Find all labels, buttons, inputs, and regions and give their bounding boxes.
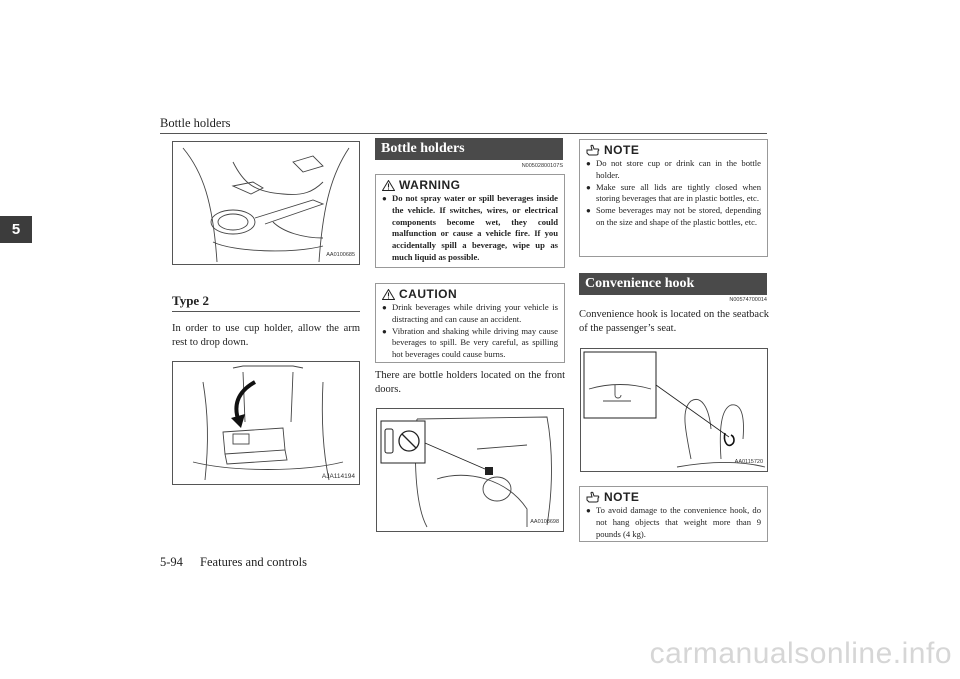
note-item: ● To avoid damage to the convenience hook, do not hang objects that weight more than 9 pounds (4 kg). — [586, 505, 761, 540]
note-item: ● Make sure all lids are tightly closed when storing beverages that are in plastic bottles, etc. — [586, 182, 761, 206]
caution-icon — [382, 289, 395, 300]
note-list — [580, 158, 767, 232]
caution-title: CAUTION — [399, 287, 458, 301]
warning-box — [375, 174, 565, 268]
footer-section: Features and controls — [200, 555, 307, 569]
type2-rule — [172, 311, 360, 312]
type2-text: In order to use cup holder, allow the arm rest to drop down. — [172, 323, 360, 348]
note-hand-icon — [586, 144, 600, 156]
image-code: AJA114194 — [321, 473, 355, 480]
door-bottle-holder-illustration — [376, 408, 564, 532]
watermark — [0, 637, 960, 671]
warning-item: ● Do not spray water or spill beverages inside the vehicle. If switches, wires, or electrical components become wet, they could malfunction or cause a vehicle fire. If you accidentally spill a beverage, wipe up as much liquid as possible. — [382, 193, 558, 264]
bottle-holder-text: There are bottle holders located on the front doors. — [375, 370, 565, 395]
caution-list — [376, 302, 564, 364]
convenience-hook-illustration — [580, 348, 768, 472]
note-title: NOTE — [604, 490, 640, 504]
cup-holder-illustration — [172, 141, 360, 265]
type2-heading: Type 2 — [172, 293, 209, 308]
note-hand-icon — [586, 491, 600, 503]
page-header-title: Bottle holders — [160, 116, 231, 130]
section-ref-code: N00502800107S — [521, 163, 563, 169]
caution-item: ● Drink beverages while driving your vehicle is distracting and can cause an accident. — [382, 302, 558, 326]
chapter-tab: 5 — [0, 216, 32, 243]
page-footer — [160, 555, 307, 570]
convenience-hook-text: Convenience hook is located on the seatback of the passenger’s seat. — [579, 309, 769, 334]
warning-title: WARNING — [399, 178, 461, 192]
caution-box — [375, 283, 565, 363]
image-code: AA0108698 — [530, 519, 559, 525]
watermark-text: carmanualsonline.info — [649, 637, 952, 670]
page-number: 5-94 — [160, 555, 183, 569]
note-list — [580, 505, 767, 543]
armrest-illustration — [172, 361, 360, 485]
image-code: AA0100685 — [326, 252, 355, 258]
section-ref-code: N00574700014 — [729, 297, 767, 303]
caution-item: ● Vibration and shaking while driving may cause beverages to spill. Be very careful, as spilling hot beverages could cause burns. — [382, 326, 558, 361]
image-code: AA0115720 — [734, 459, 763, 465]
header-rule — [160, 133, 767, 134]
warning-list — [376, 193, 564, 267]
warning-icon — [382, 180, 395, 191]
note-title: NOTE — [604, 143, 640, 157]
note-item: ● Some beverages may not be stored, depending on the size and shape of the plastic bottles, etc. — [586, 205, 761, 229]
note-box-bottle — [579, 139, 768, 257]
section-title-convenience-hook: Convenience hook — [579, 273, 767, 295]
note-item: ● Do not store cup or drink can in the bottle holder. — [586, 158, 761, 182]
section-title-bottle-holders: Bottle holders — [375, 138, 563, 160]
note-box-hook — [579, 486, 768, 542]
